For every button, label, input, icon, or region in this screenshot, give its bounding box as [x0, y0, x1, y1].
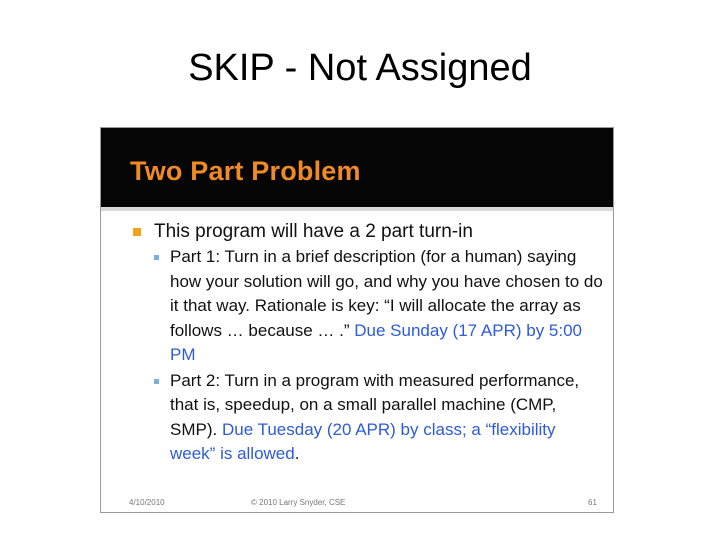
part1-bullet [154, 245, 603, 368]
header-divider [101, 207, 613, 211]
page-title: SKIP - Not Assigned [188, 47, 532, 89]
part1-text: Part 1: Turn in a brief description (for a human) saying how your solution will go, and why you have chosen to do it that way. Rationale is key: “I will allocate the array as follows … because … .” [170, 247, 603, 340]
main-bullet [133, 220, 603, 244]
part2-end-punctuation: . [294, 444, 300, 463]
part1-due-date: Due Sunday (17 APR) by 5:00 PM [170, 320, 582, 364]
square-bullet-icon [154, 255, 159, 260]
slide-title: Two Part Problem [130, 156, 361, 186]
square-bullet-icon [154, 379, 159, 384]
part2-text: Part 2: Turn in a program with measured performance, that is, speedup, on a small parallel machine (CMP, SMP). [170, 370, 580, 439]
slide-image [100, 127, 614, 513]
part2-due-date: Due Tuesday (20 APR) by class; a “flexibility week” is allowed [170, 419, 556, 463]
footer-copyright: © 2010 Larry Snyder, CSE [251, 498, 346, 507]
footer-date: 4/10/2010 [129, 498, 165, 507]
square-bullet-icon [133, 228, 141, 236]
footer-page-number: 61 [588, 498, 597, 507]
main-bullet-text: This program will have a 2 part turn-in [154, 221, 473, 242]
slide-header [101, 128, 613, 207]
part2-bullet [154, 369, 603, 467]
slide-content [133, 220, 603, 467]
